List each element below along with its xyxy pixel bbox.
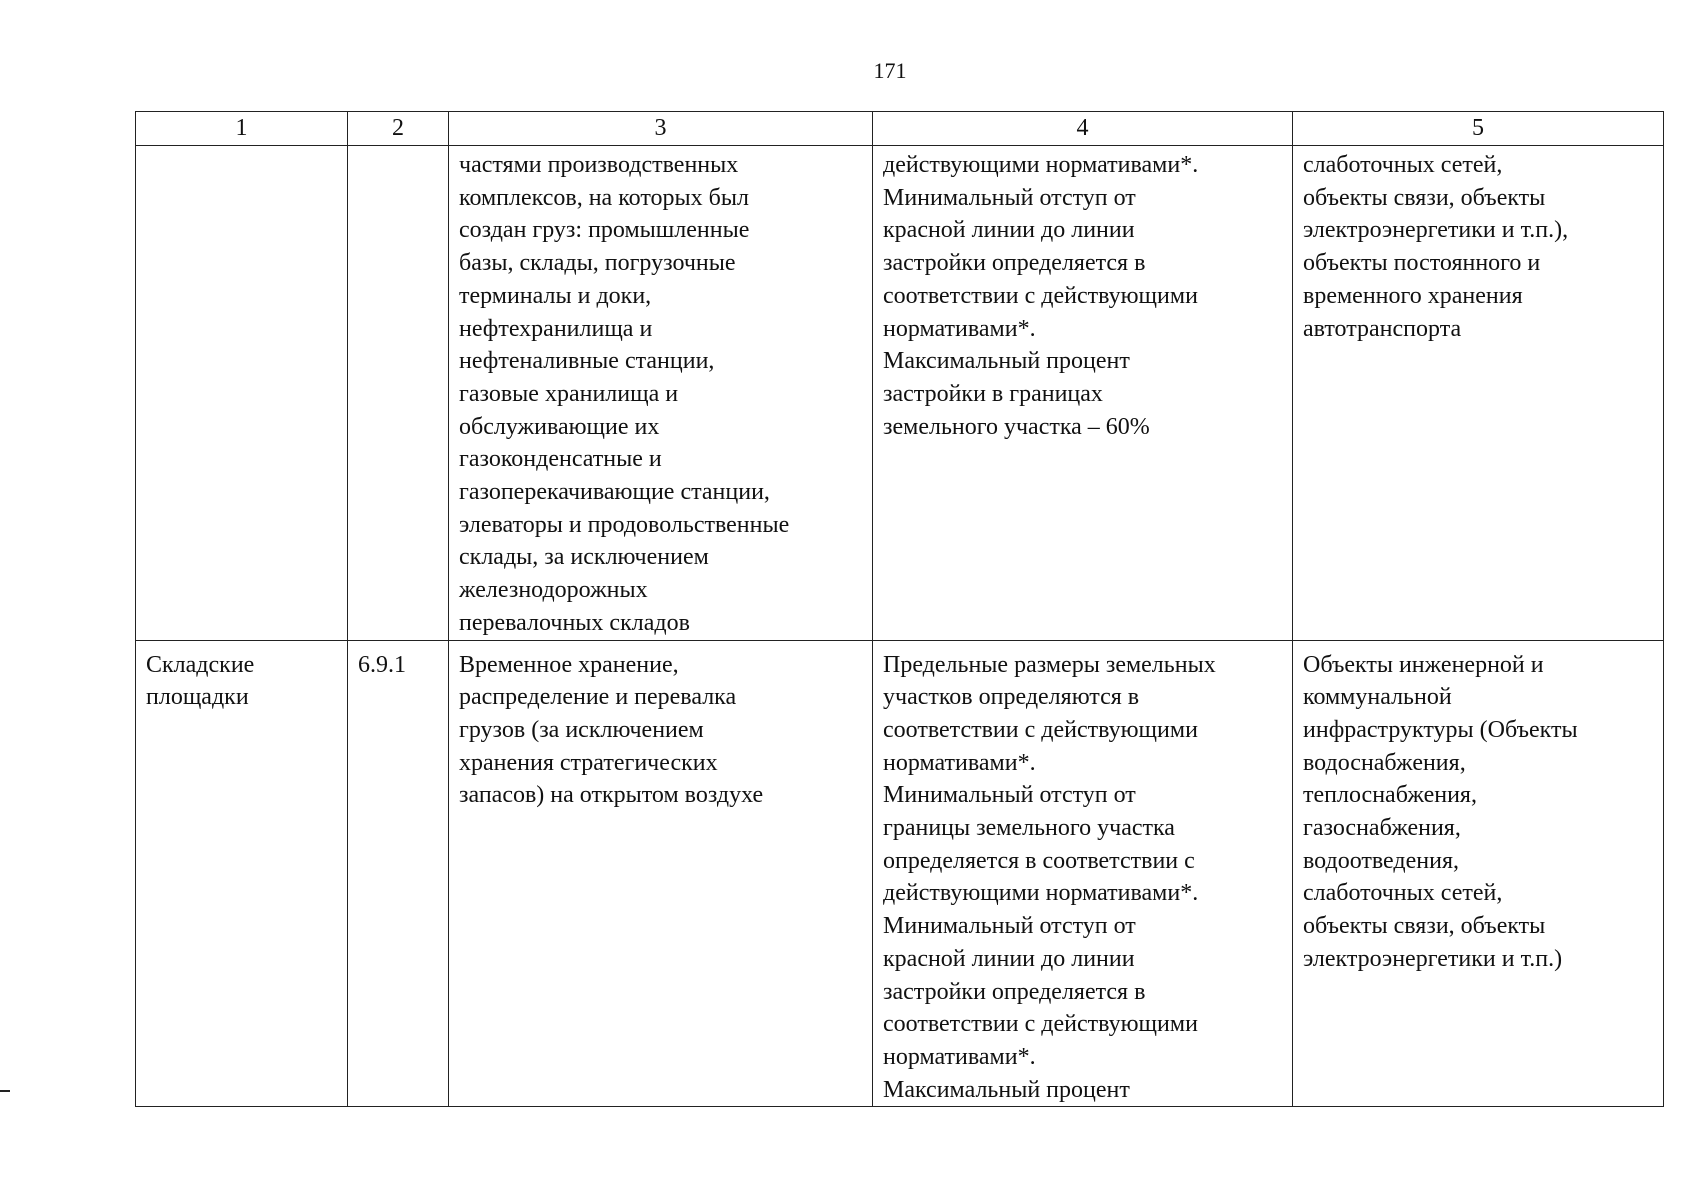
cell-text-line: 6.9.1 xyxy=(358,651,406,678)
cell-land-use-name xyxy=(136,146,348,641)
cell-text-line: действующими нормативами*. xyxy=(883,152,1199,178)
cell-text-line: терминалы и доки, xyxy=(459,282,652,309)
cell-text-line: границы земельного участка xyxy=(883,815,1175,842)
cell-text-line: грузов (за исключением xyxy=(459,716,704,743)
cell-text-line: создан груз: промышленные xyxy=(459,217,750,244)
cell-text-line: красной линии до линии xyxy=(883,945,1135,972)
cell-code xyxy=(348,146,449,641)
cell-text-line: автотранспорта xyxy=(1303,315,1462,342)
cell-text-line: Объекты инженерной и xyxy=(1303,651,1544,678)
cell-text-line: площадки xyxy=(146,684,249,711)
cell-text-line: нефтеналивные станции, xyxy=(459,348,715,375)
cell-land-use-name xyxy=(136,640,348,1107)
cell-text-line: застройки определяется в xyxy=(883,978,1146,1005)
cell-text-line: объекты связи, объекты xyxy=(1303,913,1546,940)
cell-text-line: соответствии с действующими xyxy=(883,282,1198,309)
column-header-3: 3 xyxy=(449,112,873,146)
cell-text-line: частями производственных xyxy=(459,152,739,178)
cell-text-line: электроэнергетики и т.п.) xyxy=(1303,945,1563,972)
regulations-table xyxy=(135,111,1664,1107)
cell-text-line: Минимальный отступ от xyxy=(883,184,1136,211)
cell-text-line: запасов) на открытом воздухе xyxy=(459,782,764,809)
cell-text-line: коммунальной xyxy=(1303,684,1452,711)
cell-text-line: Минимальный отступ от xyxy=(883,782,1136,809)
cell-code xyxy=(348,640,449,1107)
cell-text-line: распределение и перевалка xyxy=(459,684,737,711)
cell-text-line: Минимальный отступ от xyxy=(883,913,1136,940)
cell-text-line: Временное хранение, xyxy=(459,651,679,678)
cell-description xyxy=(449,146,873,641)
cell-text-line: слаботочных сетей, xyxy=(1303,152,1503,178)
cell-text-line: объекты связи, объекты xyxy=(1303,184,1546,211)
cell-text-line: обслуживающие их xyxy=(459,413,660,440)
cell-auxiliary-uses xyxy=(1293,640,1664,1107)
cell-text-line: водоотведения, xyxy=(1303,847,1459,874)
cell-text-line: газовые хранилища и xyxy=(459,380,679,407)
cell-text-line: комплексов, на которых был xyxy=(459,184,749,211)
cell-text-line: соответствии с действующими xyxy=(883,1011,1198,1038)
cell-parameters xyxy=(873,640,1293,1107)
cell-text-line: базы, склады, погрузочные xyxy=(459,250,736,277)
cell-text-line: объекты постоянного и xyxy=(1303,250,1541,277)
cell-text-line: газоконденсатные и xyxy=(459,446,662,473)
cell-text-line: действующими нормативами*. xyxy=(883,880,1199,907)
column-header-2: 2 xyxy=(348,112,449,146)
cell-text-line: нефтехранилища и xyxy=(459,315,653,342)
cell-text-line: временного хранения xyxy=(1303,282,1523,309)
column-header-5: 5 xyxy=(1293,112,1664,146)
cell-text-line: склады, за исключением xyxy=(459,544,709,571)
column-header-1: 1 xyxy=(136,112,348,146)
margin-mark xyxy=(0,1090,10,1092)
cell-text-line: газоснабжения, xyxy=(1303,815,1461,842)
cell-text-line: соответствии с действующими xyxy=(883,716,1198,743)
cell-text-line: инфраструктуры (Объекты xyxy=(1303,716,1578,743)
cell-text-line: слаботочных сетей, xyxy=(1303,880,1503,907)
cell-description xyxy=(449,640,873,1107)
table-row xyxy=(136,640,1664,1107)
cell-text-line: перевалочных складов xyxy=(459,609,690,636)
cell-text-line: нормативами*. xyxy=(883,1043,1036,1070)
page-number: 171 xyxy=(873,58,907,83)
cell-text-line: застройки определяется в xyxy=(883,250,1146,277)
cell-text-line: водоснабжения, xyxy=(1303,749,1466,776)
cell-text-line: застройки в границах xyxy=(883,380,1103,407)
cell-text-line: хранения стратегических xyxy=(459,749,718,776)
cell-text-line: земельного участка – 60% xyxy=(883,413,1150,440)
cell-text-line: железнодорожных xyxy=(459,577,648,604)
table-header-row xyxy=(136,112,1664,146)
cell-auxiliary-uses xyxy=(1293,146,1664,641)
cell-text-line: Складские xyxy=(146,651,255,678)
table-row xyxy=(136,146,1664,641)
cell-text-line: нормативами*. xyxy=(883,315,1036,342)
cell-text-line: теплоснабжения, xyxy=(1303,782,1477,809)
cell-text-line: электроэнергетики и т.п.), xyxy=(1303,217,1569,244)
cell-text-line: определяется в соответствии с xyxy=(883,847,1195,874)
cell-text-line: газоперекачивающие станции, xyxy=(459,479,770,506)
cell-parameters xyxy=(873,146,1293,641)
cell-text-line: Предельные размеры земельных xyxy=(883,651,1216,678)
cell-text-line: нормативами*. xyxy=(883,749,1036,776)
cell-text-line: красной линии до линии xyxy=(883,217,1135,244)
cell-text-line: Максимальный процент xyxy=(883,348,1130,375)
column-header-4: 4 xyxy=(873,112,1293,146)
cell-text-line: Максимальный процент xyxy=(883,1076,1130,1103)
cell-text-line: элеваторы и продовольственные xyxy=(459,511,790,538)
cell-text-line: участков определяются в xyxy=(883,684,1140,711)
